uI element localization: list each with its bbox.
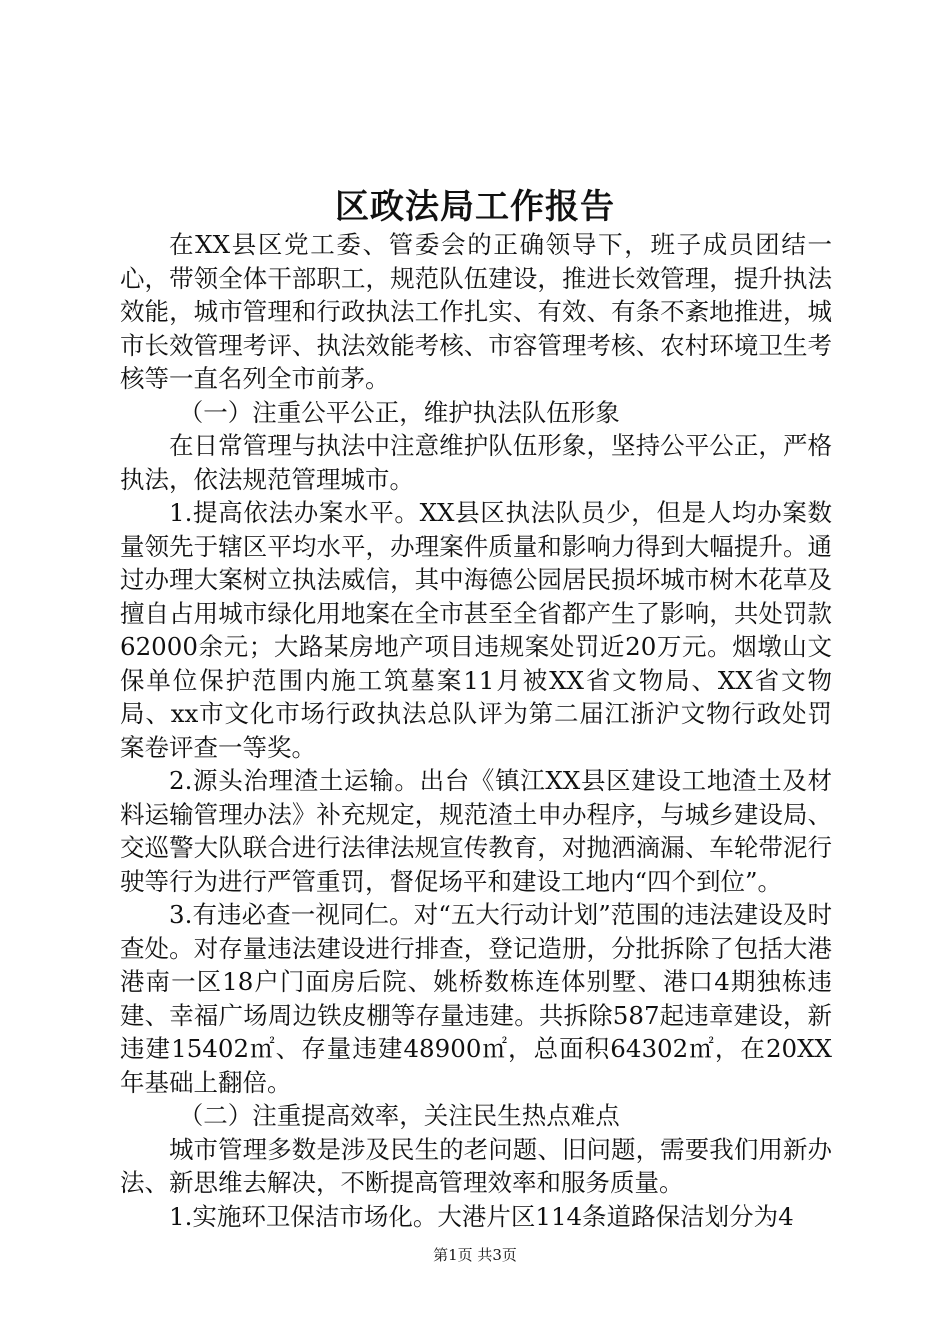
document-body [120,228,832,1233]
paragraph: 城市管理多数是涉及民生的老问题、旧问题，需要我们用新办法、新思维去解决，不断提高管理效率和服务质量。 [120,1134,832,1197]
paragraph-item-3: 3.有违必查一视同仁。对“五大行动计划”范围的违法建设及时查处。对存量违法建设进行排查，登记造册，分批拆除了包括大港港南一区18户门面房后院、姚桥数栋连体别墅、港口4期独栋违建、幸福广场周边铁皮棚等存量违建。共拆除587起违章建设，新违建15402㎡、存量违建48900㎡，总面积64302㎡，在20XX年基础上翻倍。 [120,900,832,1097]
paragraph: 在日常管理与执法中注意维护队伍形象，坚持公平公正，严格执法，依法规范管理城市。 [120,431,832,494]
paragraph-item-4: 1.实施环卫保洁市场化。大港片区114条道路保洁划分为4 [169,1201,794,1231]
section-heading-2: （二）注重提高效率，关注民生热点难点 [178,1101,620,1130]
page-number-footer: 第1页 共3页 [433,1246,517,1264]
section-heading-1: （一）注重公平公正，维护执法队伍形象 [178,397,620,427]
paragraph-intro: 在XX县区党工委、管委会的正确领导下，班子成员团结一心，带领全体干部职工，规范队伍建设，推进长效管理，提升执法效能，城市管理和行政执法工作扎实、有效、有条不紊地推进，城市长效管理考评、执法效能考核、市容管理考核、农村环境卫生考核等一直名列全市前茅。 [120,230,832,393]
paragraph-item-2: 2.源头治理渣土运输。出台《镇江XX县区建设工地渣土及材料运输管理办法》补充规定，规范渣土申办程序，与城乡建设局、交巡警大队联合进行法律法规宣传教育，对抛洒滴漏、车轮带泥行驶等行为进行严管重罚，督促场平和建设工地内“四个到位”。 [120,766,832,896]
document-title: 区政法局工作报告 [335,187,615,227]
paragraph-item-1: 1.提高依法办案水平。XX县区执法队员少，但是人均办案数量领先于辖区平均水平，办理案件质量和影响力得到大幅提升。通过办理大案树立执法威信，其中海德公园居民损坏城市树木花草及擅自占用城市绿化用地案在全市甚至全省都产生了影响，共处罚款62000余元；大路某房地产项目违规案处罚近20万元。烟墩山文保单位保护范围内施工筑墓案11月被XX省文物局、XX省文物局、xx市文化市场行政执法总队评为第二届江浙沪文物行政处罚案卷评查一等奖。 [120,498,832,762]
